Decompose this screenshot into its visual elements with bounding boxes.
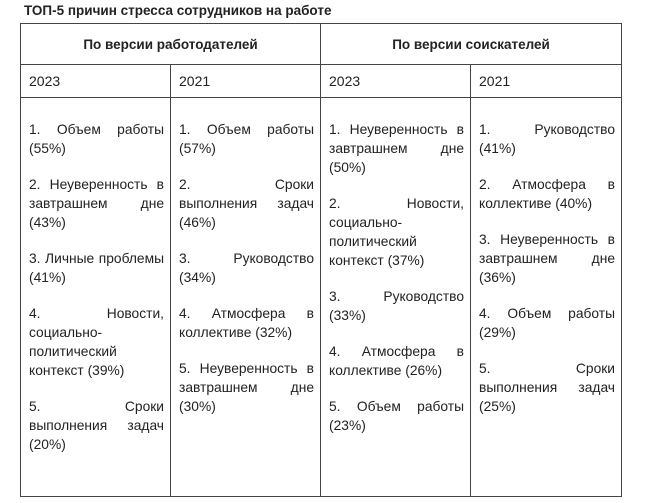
header-candidates: По версии соискателей [321, 24, 622, 65]
list-item: 5. Сроки выполнения задач (20%) [29, 399, 164, 452]
list-item: 3. Неуверенность в завтрашнем дне (36%) [479, 232, 615, 285]
list-item: 5. Объем работы (23%) [329, 399, 464, 433]
list-item: 1. Объем работы (55%) [29, 122, 164, 156]
list-item: 4. Атмосфера в коллективе (32%) [179, 306, 314, 340]
year-cell: 2021 [471, 65, 622, 98]
page-title: ТОП-5 причин стресса сотрудников на работе [24, 3, 332, 18]
list-item: 5. Неуверенность в завтрашнем дне (30%) [179, 361, 314, 414]
list-item: 2. Сроки выполнения задач (46%) [179, 177, 314, 230]
list-item: 5. Сроки выполнения задач (25%) [479, 361, 615, 414]
year-cell: 2023 [21, 65, 171, 98]
year-cell: 2021 [171, 65, 321, 98]
employers-2023-cell [21, 98, 171, 497]
candidates-2023-cell [321, 98, 471, 497]
employers-2021-cell [171, 98, 321, 497]
header-employers: По версии работодателей [21, 24, 321, 65]
list-item: 4. Атмосфера в коллективе (26%) [329, 344, 464, 378]
list-item: 2. Атмосфера в коллективе (40%) [479, 177, 615, 211]
list-item: 1. Руководство (41%) [479, 122, 615, 156]
year-cell: 2023 [321, 65, 471, 98]
list-item: 1. Неуверенность в завтрашнем дне (50%) [329, 122, 464, 175]
list-item: 2. Неуверенность в завтрашнем дне (43%) [29, 177, 164, 230]
year-row [21, 65, 622, 98]
list-item: 3. Руководство (34%) [179, 251, 314, 285]
list-item: 3. Личные проблемы (41%) [29, 251, 164, 285]
reasons-row [21, 98, 622, 497]
list-item: 4. Новости, социально-политический контекст (39%) [29, 306, 164, 378]
candidates-2021-cell [471, 98, 622, 497]
list-item: 4. Объем работы (29%) [479, 306, 615, 340]
list-item: 1. Объем работы (57%) [179, 122, 314, 156]
list-item: 3. Руководство (33%) [329, 289, 464, 323]
header-row [21, 24, 622, 65]
stress-reasons-table [20, 23, 622, 497]
list-item: 2. Новости, социально-политический контекст (37%) [329, 196, 464, 268]
